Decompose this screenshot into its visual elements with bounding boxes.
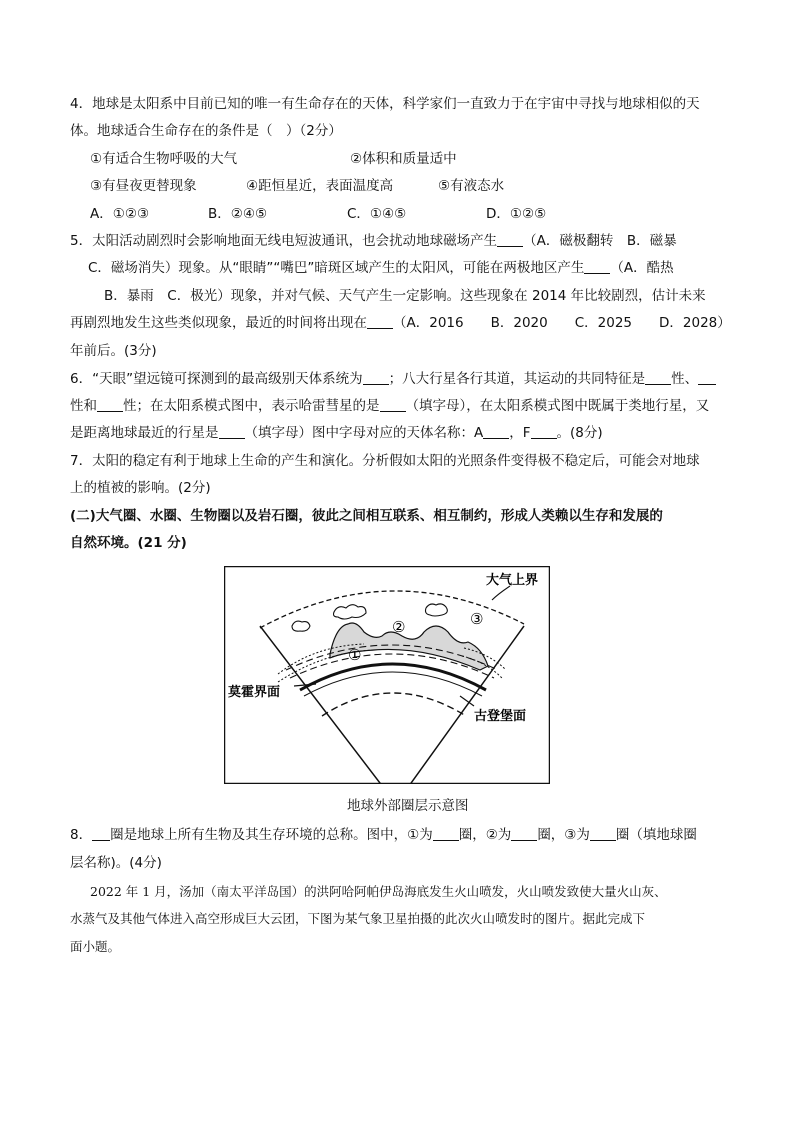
cloud-shape bbox=[426, 604, 448, 616]
q4-choice-c: C．①④⑤ bbox=[347, 206, 407, 222]
answer-blank[interactable] bbox=[531, 424, 557, 439]
q6-text: 。(8分) bbox=[556, 425, 603, 441]
answer-blank[interactable] bbox=[97, 397, 123, 412]
answer-blank[interactable] bbox=[367, 314, 393, 329]
answer-blank[interactable] bbox=[511, 826, 537, 841]
q5-line1 bbox=[70, 231, 677, 251]
q4-condition-1: ①有适合生物呼吸的大气 bbox=[90, 151, 238, 167]
answer-blank[interactable] bbox=[92, 826, 110, 841]
q6-line2 bbox=[70, 396, 709, 416]
q6-line1 bbox=[70, 369, 716, 389]
q6-text: ；八大行星各行其道，其运动的共同特征是 bbox=[388, 371, 646, 387]
q8-line1 bbox=[70, 825, 697, 845]
figure-frame bbox=[225, 567, 550, 784]
section-heading-line1: (二)大气圈、水圈、生物圈以及岩石圈，彼此之间相互联系、相互制约，形成人类赖以生存和发展的 bbox=[70, 508, 663, 524]
q6-text: 性；在太阳系模式图中，表示哈雷彗星的是 bbox=[123, 398, 380, 414]
q8-text: 圈是地球上所有生物及其生存环境的总称。图中，①为 bbox=[110, 827, 433, 843]
q8-text: 圈，②为 bbox=[458, 827, 512, 843]
q6-text: （填字母）图中字母对应的天体名称：A bbox=[244, 425, 484, 441]
answer-blank[interactable] bbox=[645, 370, 671, 385]
atmosphere-top-label: 大气上界 bbox=[486, 573, 539, 588]
answer-blank[interactable] bbox=[497, 232, 523, 247]
q4-choice-a: A．①②③ bbox=[90, 206, 150, 222]
q6-text: 是距离地球最近的行星是 bbox=[70, 425, 219, 441]
section-heading-line2: 自然环境。(21 分) bbox=[70, 535, 187, 551]
q6-text: 性、 bbox=[671, 371, 699, 387]
answer-blank[interactable] bbox=[584, 259, 610, 274]
sphere-number-1: ① bbox=[348, 646, 362, 664]
cloud-shape bbox=[334, 605, 367, 619]
q4-condition-2: ②体积和质量适中 bbox=[350, 151, 457, 167]
q5-text: C．磁场消失）现象。从“眼睛”“嘴巴”暗斑区域产生的太阳风，可能在两极地区产生 bbox=[88, 260, 585, 276]
answer-blank[interactable] bbox=[363, 370, 389, 385]
q5-line5: 年前后。(3分) bbox=[70, 343, 157, 359]
q5-text: 5．太阳活动剧烈时会影响地面无线电短波通讯，也会扰动地球磁场产生 bbox=[70, 233, 498, 249]
q7-line1: 7．太阳的稳定有利于地球上生命的产生和演化。分析假如太阳的光照条件变得极不稳定后，可能会对地球 bbox=[70, 453, 700, 469]
sphere-number-3: ③ bbox=[470, 610, 484, 628]
q4-choice-b: B．②④⑤ bbox=[208, 206, 268, 222]
q6-text: 性和 bbox=[70, 398, 97, 414]
answer-blank[interactable] bbox=[483, 424, 509, 439]
moho-label: 莫霍界面 bbox=[228, 685, 281, 700]
q5-text: 再剧烈地发生这些类似现象，最近的时间将出现在 bbox=[70, 315, 367, 331]
q7-line2: 上的植被的影响。(2分) bbox=[70, 480, 211, 496]
sphere-number-2: ② bbox=[392, 618, 406, 636]
passage-line1: 2022 年 1 月，汤加（南太平洋岛国）的洪阿哈阿帕伊岛海底发生火山喷发，火山喷发致使大量火山灰、 bbox=[90, 884, 667, 899]
q5-line2 bbox=[88, 258, 674, 278]
answer-blank[interactable] bbox=[433, 826, 459, 841]
q4-condition-5: ⑤有液态水 bbox=[438, 178, 505, 194]
q6-text: （填字母），在太阳系模式图中既属于类地行星，又 bbox=[405, 398, 710, 414]
q8-line2: 层名称)。(4分) bbox=[70, 855, 162, 871]
q8-text: 8． bbox=[70, 827, 93, 843]
q4-condition-3: ③有昼夜更替现象 bbox=[90, 178, 197, 194]
answer-blank[interactable] bbox=[590, 826, 616, 841]
answer-blank[interactable] bbox=[380, 397, 406, 412]
figure-caption: 地球外部圈层示意图 bbox=[347, 798, 469, 814]
q5-text: （A．2016 B．2020 C．2025 D．2028） bbox=[393, 315, 731, 331]
answer-blank[interactable] bbox=[698, 370, 716, 385]
q6-text: 6．“天眼”望远镜可探测到的最高级别天体系统为 bbox=[70, 371, 363, 387]
q5-line4 bbox=[70, 313, 731, 333]
q8-text: 圈（填地球圈 bbox=[615, 827, 697, 843]
passage-line3: 面小题。 bbox=[70, 939, 121, 954]
q8-text: 圈，③为 bbox=[537, 827, 590, 843]
q4-choice-d: D．①②⑤ bbox=[486, 206, 547, 222]
answer-blank[interactable] bbox=[219, 424, 245, 439]
q5-line3: B．暴雨 C．极光）现象，并对气候、天气产生一定影响。这些现象在 2014 年比较剧烈，估计未来 bbox=[104, 288, 706, 304]
q5-text: （A．酷热 bbox=[610, 260, 674, 276]
passage-line2: 水蒸气及其他气体进入高空形成巨大云团，下图为某气象卫星拍摄的此次火山喷发时的图片。据此完成下 bbox=[70, 911, 646, 926]
q4-condition-4: ④距恒星近，表面温度高 bbox=[246, 178, 394, 194]
q4-stem-line1: 4．地球是太阳系中目前已知的唯一有生命存在的天体，科学家们一直致力于在宇宙中寻找与地球相似的天 bbox=[70, 96, 700, 112]
q5-text: （A．磁极翻转 B．磁暴 bbox=[523, 233, 677, 249]
cloud-shape bbox=[292, 621, 310, 631]
q4-stem-line2: 体。地球适合生命存在的条件是（ ）（2分） bbox=[70, 123, 342, 139]
gutenberg-label: 古登堡面 bbox=[474, 709, 527, 724]
q6-line3 bbox=[70, 423, 603, 443]
q6-text: ，F bbox=[509, 425, 531, 441]
earth-spheres-diagram bbox=[224, 566, 550, 784]
